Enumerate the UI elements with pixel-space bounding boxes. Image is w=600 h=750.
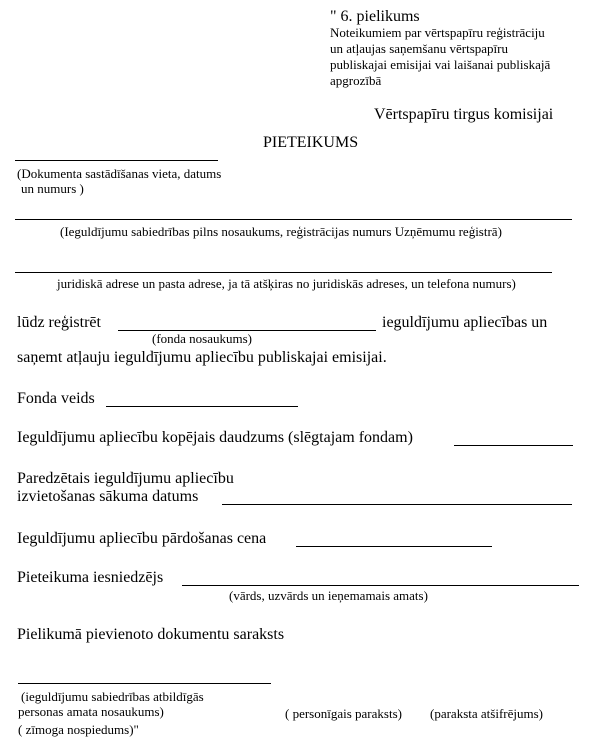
annex-line: un atļaujas saņemšanu vērtspapīru — [330, 41, 508, 56]
address-line[interactable] — [15, 272, 552, 273]
caption-line: (ieguldījumu sabiedrības atbildīgās — [21, 689, 204, 704]
company-caption: (Ieguldījumu sabiedrības pilns nosaukums, reģistrācijas numurs Uzņēmumu reģistrā) — [60, 224, 502, 239]
request-suffix: ieguldījumu apliecības un — [382, 314, 548, 331]
fund-type-line[interactable] — [106, 406, 298, 407]
position-line[interactable] — [18, 683, 271, 684]
address-caption: juridiskā adrese un pasta adrese, ja tā atšķiras no juridiskās adreses, un telefona numurs) — [57, 276, 516, 291]
company-name-line[interactable] — [15, 219, 572, 220]
place-date-caption — [17, 166, 221, 196]
sale-price-line[interactable] — [296, 546, 492, 547]
caption-line: (Dokumenta sastādīšanas vieta, datums — [17, 166, 222, 181]
attachments-label: Pielikumā pievienoto dokumentu saraksts — [17, 626, 285, 643]
total-quantity-label: Ieguldījumu apliecību kopējais daudzums (slēgtajam fondam) — [17, 429, 413, 446]
document-title: PIETEIKUMS — [263, 134, 359, 151]
annex-reference — [330, 9, 550, 89]
annex-line: apgrozībā — [330, 73, 382, 88]
sale-price-label: Ieguldījumu apliecību pārdošanas cena — [17, 530, 267, 547]
total-quantity-line[interactable] — [454, 445, 573, 446]
request-line2: saņemt atļauju ieguldījumu apliecību publiskajai emisijai. — [17, 349, 387, 366]
signature-caption: ( personīgais paraksts) — [285, 706, 402, 721]
label-line: izvietošanas sākuma datums — [17, 488, 199, 505]
signature-decode-caption: (paraksta atšifrējums) — [430, 706, 543, 721]
label-line: Paredzētais ieguldījumu apliecību — [17, 470, 234, 487]
position-caption — [18, 689, 204, 719]
start-date-label — [17, 470, 234, 506]
applicant-caption: (vārds, uzvārds un ieņemamais amats) — [229, 588, 428, 603]
request-prefix: lūdz reģistrēt — [17, 314, 101, 331]
stamp-caption: ( zīmoga nospiedums)" — [18, 722, 139, 737]
annex-number: " 6. pielikums — [330, 8, 420, 25]
applicant-line[interactable] — [182, 585, 579, 586]
caption-line: un numurs ) — [21, 181, 84, 196]
annex-line: Noteikumiem par vērtspapīru reģistrāciju — [330, 25, 545, 40]
applicant-label: Pieteikuma iesniedzējs — [17, 569, 164, 586]
annex-line: publiskajai emisijai vai laišanai publiskajā — [330, 57, 551, 72]
start-date-line[interactable] — [222, 504, 572, 505]
addressee: Vērtspapīru tirgus komisijai — [374, 106, 554, 123]
caption-line: personas amata nosaukums) — [18, 704, 164, 719]
place-date-line[interactable] — [15, 160, 218, 161]
fund-type-label: Fonda veids — [17, 390, 95, 407]
fund-name-caption: (fonda nosaukums) — [152, 331, 253, 346]
